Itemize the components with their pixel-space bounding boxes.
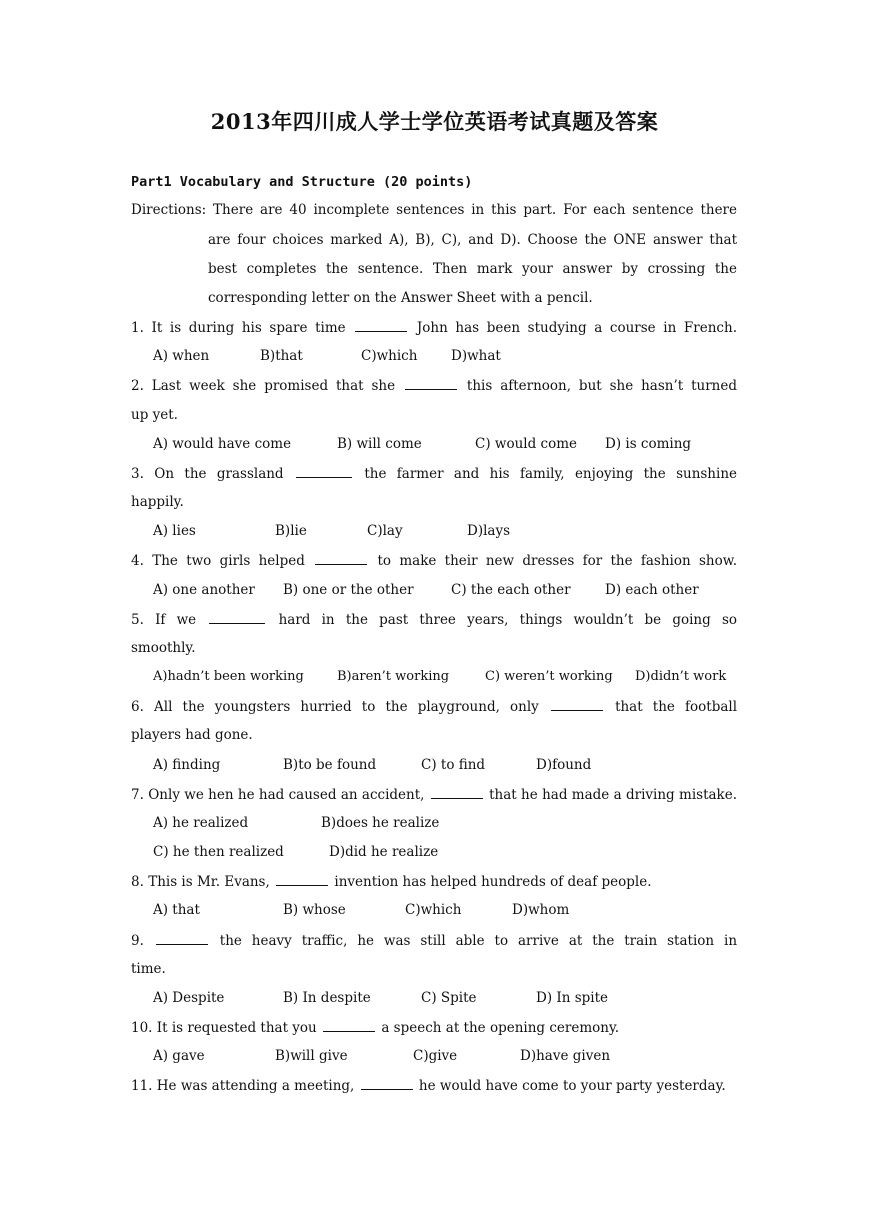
question-number: 5.: [131, 612, 144, 628]
question-text-post: this afternoon, but she hasn’t turned: [466, 378, 737, 394]
question-text-pre: The two girls helped: [152, 553, 305, 569]
document-title: 2013年四川成人学士学位英语考试真题及答案: [210, 109, 659, 134]
question-text-pre: On the grassland: [154, 466, 284, 482]
answer-blank: [551, 696, 603, 711]
question-text-pre: It is during his spare time: [151, 320, 346, 336]
question-6: [131, 696, 737, 717]
question-5-continued: smoothly.: [131, 640, 196, 656]
option-a: A) lies: [153, 523, 196, 539]
option-b: B)that: [260, 348, 303, 364]
option-c: C)which: [405, 902, 462, 918]
option-a: A) when: [153, 348, 210, 364]
option-d: D)have given: [520, 1048, 611, 1064]
question-text-pre: It is requested that you: [156, 1020, 317, 1036]
question-text-post: hard in the past three years, things wouldn’t be going so: [278, 612, 737, 628]
option-c: C) he then realized: [153, 844, 284, 860]
question-1: [131, 317, 737, 338]
question-text-post: that the football: [615, 699, 738, 715]
option-a: A) would have come: [153, 436, 292, 452]
question-number: 10.: [131, 1020, 153, 1036]
question-text-post: the heavy traffic, he was still able to arrive at the train station in: [219, 933, 738, 949]
answer-blank: [355, 317, 407, 332]
question-7-options-row-1: [153, 813, 759, 833]
option-c: C)which: [361, 348, 418, 364]
question-4: [131, 550, 737, 571]
answer-blank: [209, 609, 265, 624]
question-2-continued: up yet.: [131, 407, 178, 423]
question-8: [131, 871, 737, 892]
option-d: D)did he realize: [329, 844, 439, 860]
part-heading: Part1 Vocabulary and Structure (20 points): [131, 174, 473, 190]
answer-blank: [276, 871, 328, 886]
question-3-continued: happily.: [131, 494, 184, 510]
question-number: 8.: [131, 874, 144, 890]
question-number: 9.: [131, 933, 144, 949]
question-text-post: to make their new dresses for the fashion show.: [377, 553, 737, 569]
question-text-pre: Last week she promised that she: [151, 378, 396, 394]
question-11: [131, 1075, 737, 1096]
option-d: D) In spite: [536, 990, 609, 1006]
question-3: [131, 463, 737, 484]
question-5: [131, 609, 737, 630]
option-b: B) In despite: [283, 990, 371, 1006]
option-b: B)to be found: [283, 757, 377, 773]
question-10: [131, 1017, 737, 1038]
option-a: A)hadn’t been working: [153, 669, 304, 684]
option-a: A) finding: [153, 757, 221, 773]
answer-blank: [323, 1017, 375, 1032]
question-9: [131, 930, 737, 951]
question-number: 4.: [131, 553, 144, 569]
option-a: A) that: [153, 902, 200, 918]
option-c: C) the each other: [451, 582, 571, 598]
option-d: D)whom: [512, 902, 570, 918]
question-text-post: John has been studying a course in French.: [416, 320, 737, 336]
option-b: B)does he realize: [321, 815, 440, 831]
option-b: B)will give: [275, 1048, 348, 1064]
question-text-post: a speech at the opening ceremony.: [381, 1020, 620, 1036]
directions-line-1: Directions: There are 40 incomplete sentences in this part. For each sentence there: [131, 202, 737, 218]
option-d: D)found: [536, 757, 592, 773]
question-2-options: [153, 434, 759, 454]
question-8-options: [153, 900, 759, 920]
question-5-options: [153, 667, 759, 687]
question-2: [131, 375, 737, 396]
question-9-continued: time.: [131, 961, 166, 977]
question-text-post: that he had made a driving mistake.: [489, 787, 738, 803]
answer-blank: [315, 550, 367, 565]
option-b: B)lie: [275, 523, 307, 539]
question-number: 7.: [131, 787, 144, 803]
question-text-pre: All the youngsters hurried to the playground, only: [154, 699, 539, 715]
question-number: 6.: [131, 699, 144, 715]
question-number: 2.: [131, 378, 144, 394]
option-a: A) he realized: [153, 815, 249, 831]
directions-line-4: corresponding letter on the Answer Sheet with a pencil.: [208, 290, 593, 306]
question-text-pre: He was attending a meeting,: [156, 1078, 355, 1094]
option-d: D)didn’t work: [635, 669, 727, 684]
option-a: A) gave: [153, 1048, 205, 1064]
option-c: C)give: [413, 1048, 458, 1064]
question-3-options: [153, 521, 759, 541]
question-6-options: [153, 755, 759, 775]
option-c: C) to find: [421, 757, 486, 773]
question-7-options-row-2: [153, 842, 759, 862]
answer-blank: [361, 1075, 413, 1090]
answer-blank: [156, 930, 208, 945]
question-1-options: [153, 346, 759, 366]
option-d: D)what: [451, 348, 501, 364]
question-text-pre: If we: [155, 612, 197, 628]
question-number: 11.: [131, 1078, 153, 1094]
answer-blank: [405, 375, 457, 390]
question-text-pre: Only we hen he had caused an accident,: [148, 787, 425, 803]
question-text-post: he would have come to your party yesterday.: [418, 1078, 726, 1094]
question-10-options: [153, 1046, 759, 1066]
option-a: A) Despite: [153, 990, 225, 1006]
question-text-post: the farmer and his family, enjoying the sunshine: [364, 466, 738, 482]
option-b: B)aren’t working: [337, 669, 450, 684]
option-c: C) weren’t working: [485, 669, 613, 684]
question-4-options: [153, 580, 759, 600]
option-d: D) is coming: [605, 436, 692, 452]
option-a: A) one another: [153, 582, 255, 598]
option-d: D) each other: [605, 582, 699, 598]
question-7: [131, 784, 737, 805]
question-text-pre: This is Mr. Evans,: [148, 874, 270, 890]
directions-line-3: best completes the sentence. Then mark your answer by crossing the: [208, 261, 737, 277]
question-6-continued: players had gone.: [131, 727, 253, 743]
option-b: B) will come: [337, 436, 422, 452]
question-number: 3.: [131, 466, 144, 482]
question-text-post: invention has helped hundreds of deaf people.: [334, 874, 652, 890]
option-b: B) whose: [283, 902, 346, 918]
answer-blank: [431, 784, 483, 799]
answer-blank: [296, 463, 352, 478]
question-number: 1.: [131, 320, 144, 336]
option-c: C) would come: [475, 436, 577, 452]
option-c: C)lay: [367, 523, 403, 539]
option-b: B) one or the other: [283, 582, 414, 598]
option-d: D)lays: [467, 523, 511, 539]
directions-line-2: are four choices marked A), B), C), and D). Choose the ONE answer that: [208, 232, 737, 248]
question-9-options: [153, 988, 759, 1008]
option-c: C) Spite: [421, 990, 477, 1006]
